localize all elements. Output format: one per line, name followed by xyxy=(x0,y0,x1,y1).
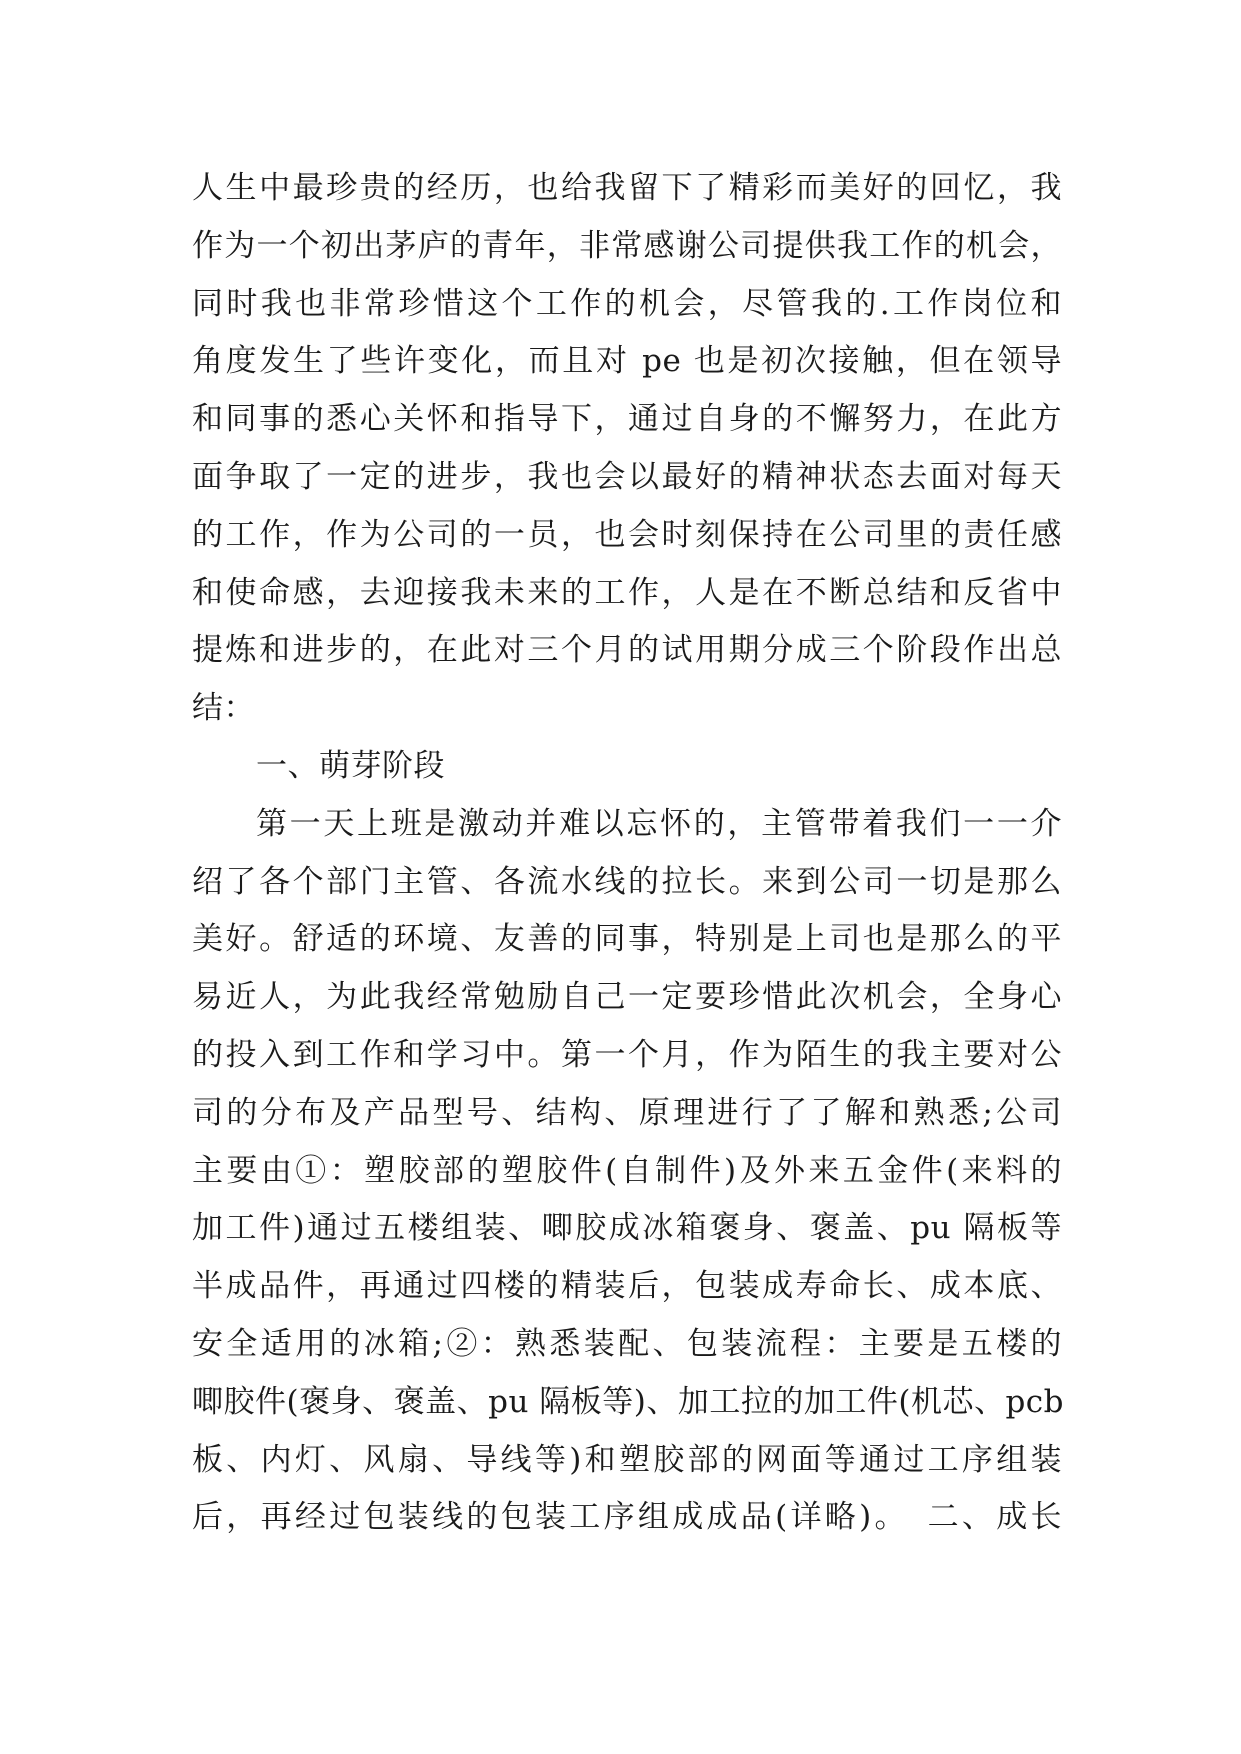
text-line: 提炼和进步的，在此对三个月的试用期分成三个阶段作出总 xyxy=(192,632,1062,669)
text-line: 美好。舒适的环境、友善的同事，特别是上司也是那么的平 xyxy=(192,921,1062,958)
text-line: 和同事的悉心关怀和指导下，通过自身的不懈努力，在此方 xyxy=(192,401,1062,438)
section-heading: 一、萌芽阶段 xyxy=(256,747,445,784)
text-line: 同时我也非常珍惜这个工作的机会，尽管我的.工作岗位和 xyxy=(192,285,1062,322)
text-line: 角度发生了些许变化，而且对 pe 也是初次接触，但在领导 xyxy=(192,343,1062,380)
text-line: 加工件)通过五楼组装、唧胶成冰箱褒身、褒盖、pu 隔板等 xyxy=(192,1210,1062,1247)
text-line: 司的分布及产品型号、结构、原理进行了了解和熟悉;公司 xyxy=(192,1094,1062,1131)
text-line: 第一天上班是激动并难以忘怀的，主管带着我们一一介 xyxy=(256,805,1062,842)
text-line: 和使命感，去迎接我未来的工作，人是在不断总结和反省中 xyxy=(192,574,1062,611)
text-line: 安全适用的冰箱;②：熟悉装配、包装流程：主要是五楼的 xyxy=(192,1325,1062,1362)
text-line: 主要由①：塑胶部的塑胶件(自制件)及外来五金件(来料的 xyxy=(192,1152,1062,1189)
text-line: 面争取了一定的进步，我也会以最好的精神状态去面对每天 xyxy=(192,458,1062,495)
text-line: 作为一个初出茅庐的青年，非常感谢公司提供我工作的机会， xyxy=(192,227,1062,264)
text-line: 的投入到工作和学习中。第一个月，作为陌生的我主要对公 xyxy=(192,1036,1062,1073)
text-line: 的工作，作为公司的一员，也会时刻保持在公司里的责任感 xyxy=(192,516,1062,553)
text-line: 板、内灯、风扇、导线等)和塑胶部的网面等通过工序组装 xyxy=(192,1441,1062,1478)
text-line: 后，再经过包装线的包装工序组成成品(详略)。 二、成长 xyxy=(192,1499,1062,1536)
text-line: 半成品件，再通过四楼的精装后，包装成寿命长、成本底、 xyxy=(192,1268,1062,1305)
text-line: 结： xyxy=(192,690,255,727)
text-line: 易近人，为此我经常勉励自己一定要珍惜此次机会，全身心 xyxy=(192,979,1062,1016)
body-text xyxy=(192,160,1062,1547)
text-line: 绍了各个部门主管、各流水线的拉长。来到公司一切是那么 xyxy=(192,863,1062,900)
text-line: 唧胶件(褒身、褒盖、pu 隔板等)、加工拉的加工件(机芯、pcb xyxy=(192,1383,1064,1420)
text-line: 人生中最珍贵的经历，也给我留下了精彩而美好的回忆，我 xyxy=(192,170,1062,206)
